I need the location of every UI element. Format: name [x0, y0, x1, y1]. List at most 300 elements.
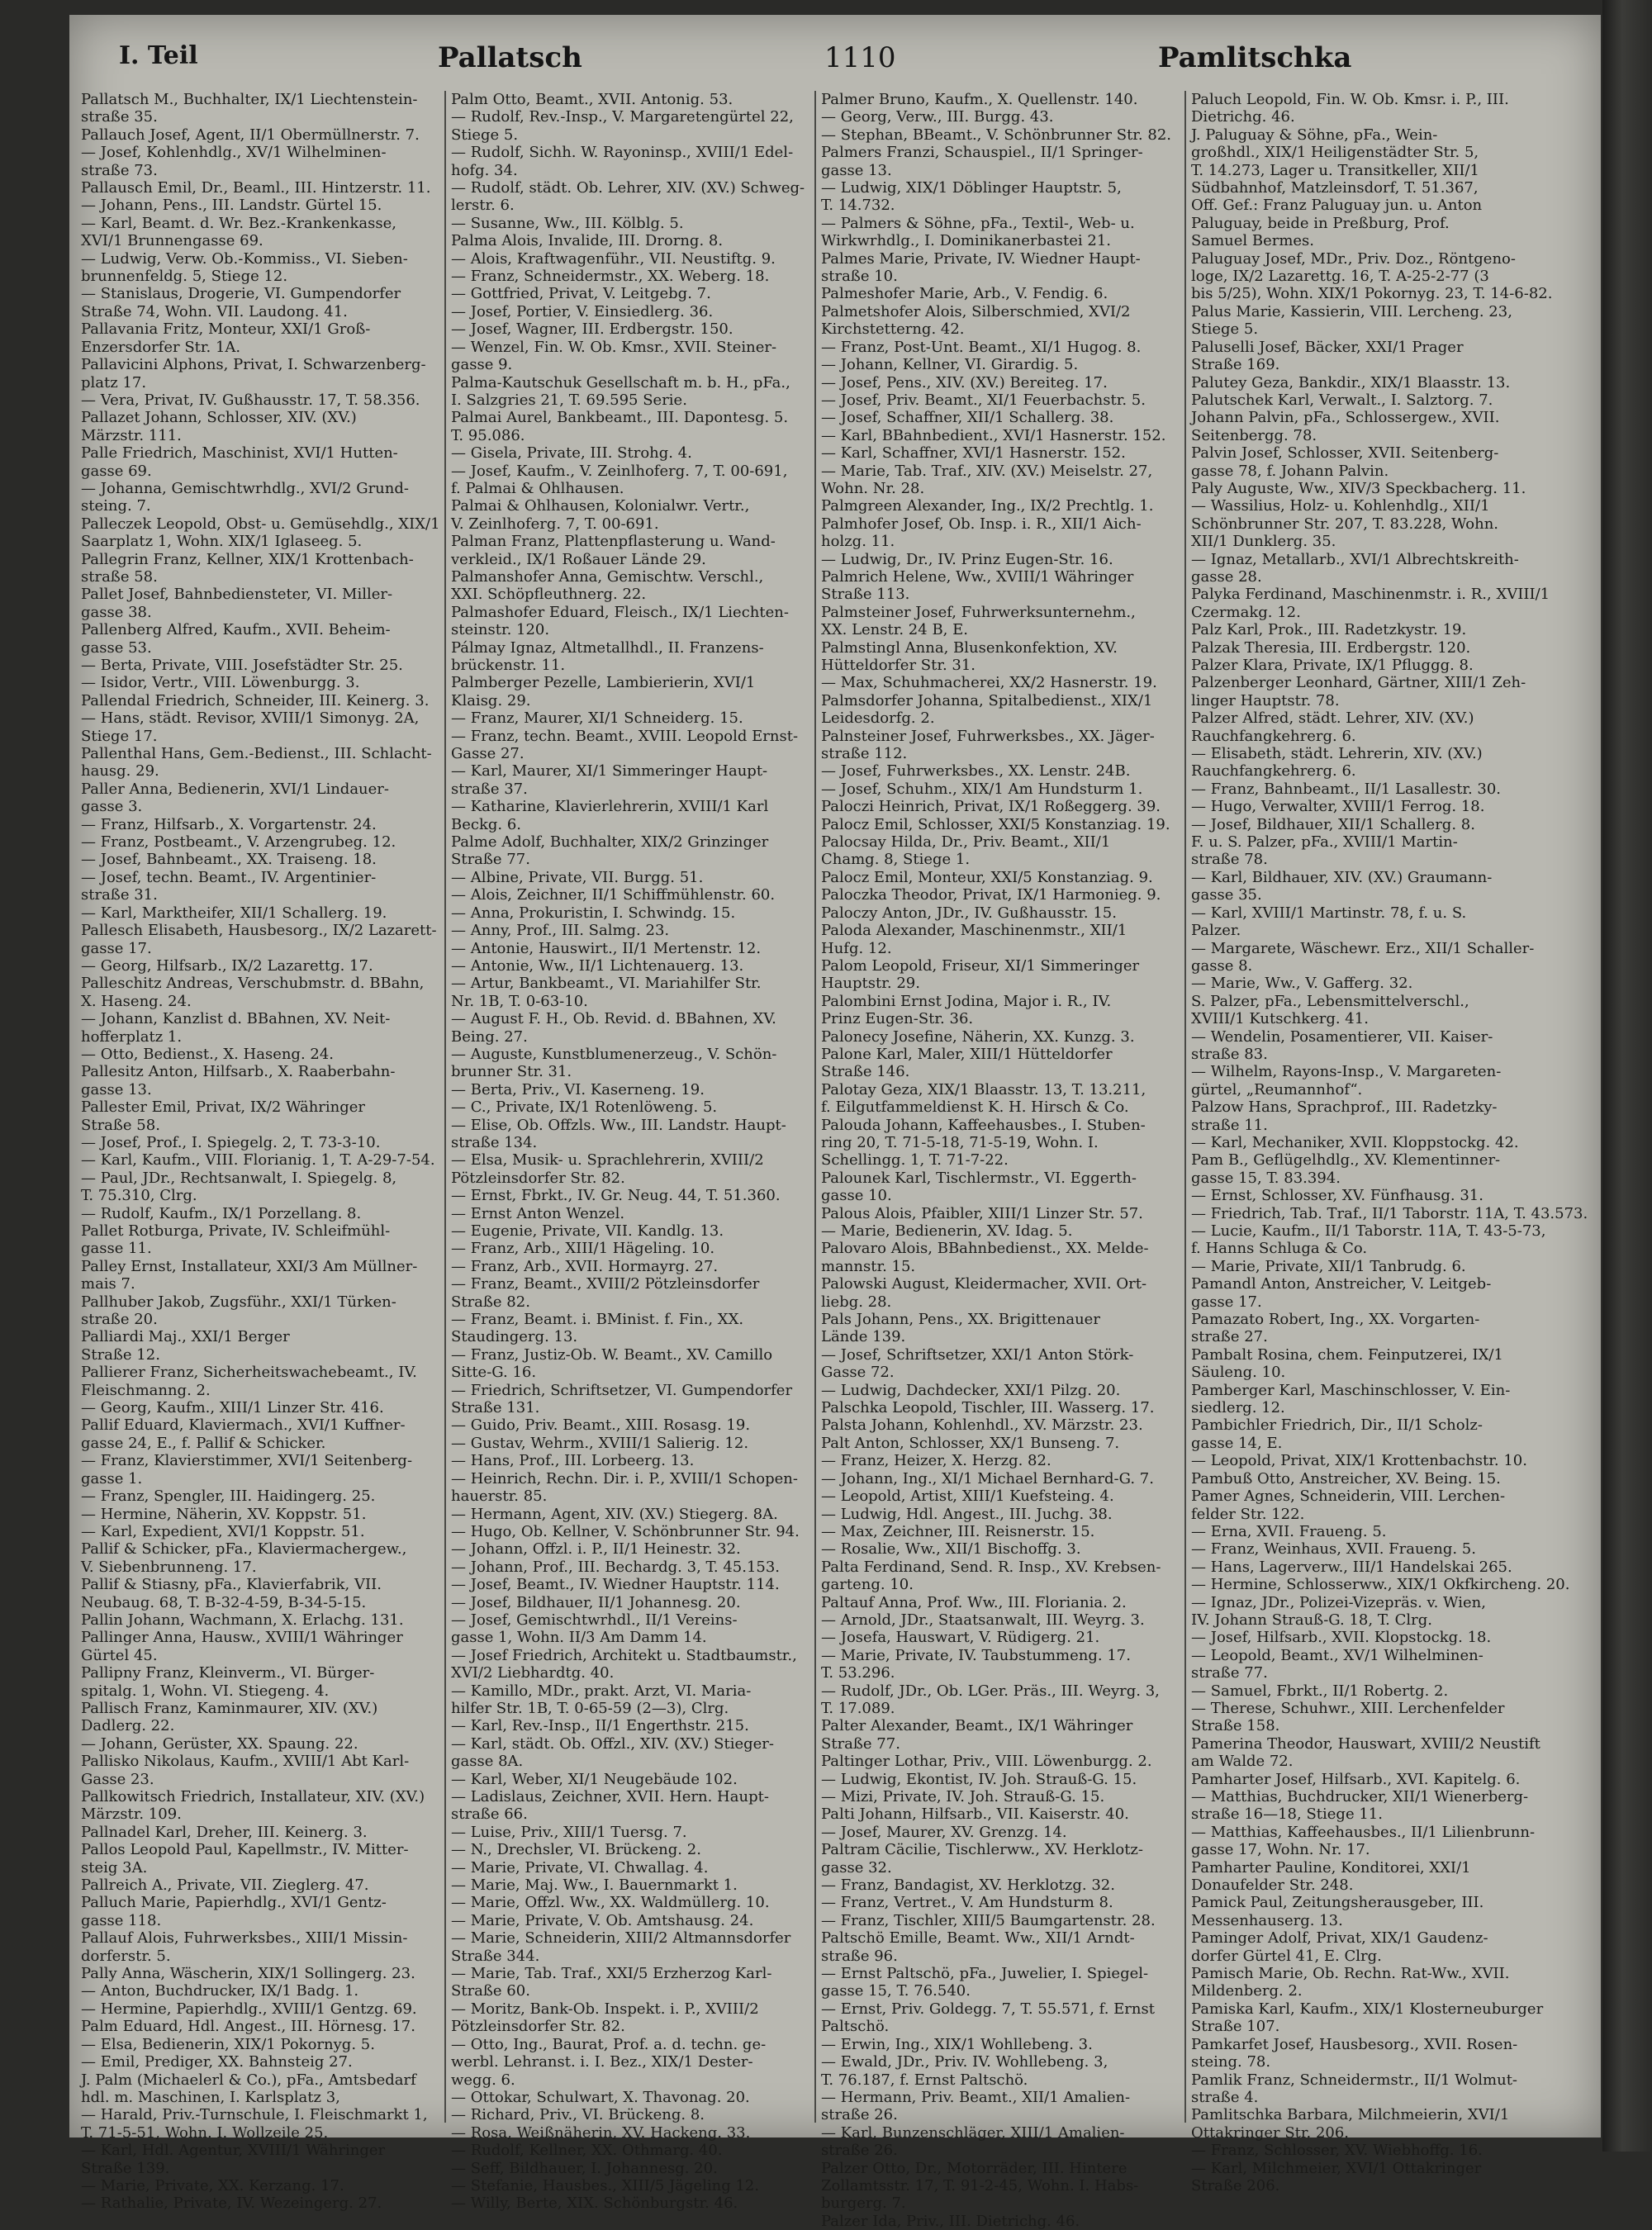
directory-entry-line: Palm Eduard, Hdl. Angest., III. Hörnesg. 17. — [81, 2018, 415, 2036]
directory-entry-line: ring 20, T. 71-5-18, 71-5-19, Wohn. I. — [821, 1133, 1099, 1151]
directory-entry-line: — Albine, Private, VII. Burgg. 51. — [451, 868, 704, 886]
directory-entry-line: Straße 60. — [451, 1982, 530, 2000]
directory-entry-line: Paloda Alexander, Maschinenmstr., XII/1 — [821, 922, 1127, 940]
directory-entry-line: — Antonie, Ww., II/1 Lichtenauerg. 13. — [451, 956, 744, 975]
directory-entry-line: — Josef, Wagner, III. Erdbergstr. 150. — [451, 320, 733, 339]
directory-entry-line: Straße 77. — [821, 1734, 900, 1753]
directory-entry-line: hauerstr. 85. — [451, 1487, 548, 1506]
directory-entry-line: Saarplatz 1, Wohn. XIX/1 Iglaseeg. 5. — [81, 533, 363, 551]
directory-entry-line: Rauchfangkehrerg. 6. — [1191, 762, 1356, 780]
directory-entry-line: T. 14.273, Lager u. Transitkeller, XII/1 — [1191, 161, 1479, 179]
directory-entry-line: Straße 113. — [821, 586, 910, 604]
directory-entry-line: — Franz, Beamt. i. BMinist. f. Fin., XX. — [451, 1311, 744, 1329]
directory-entry-line: Palonecy Josefine, Näherin, XX. Kunzg. 3. — [821, 1027, 1135, 1046]
directory-entry-line: — Elsa, Musik- u. Sprachlehrerin, XVIII/2 — [451, 1151, 764, 1170]
directory-entry-line: — Johann, Kellner, VI. Girardig. 5. — [821, 356, 1079, 374]
directory-entry-line: — Franz, Vertret., V. Am Hundsturm 8. — [821, 1894, 1113, 1912]
directory-entry-line: Straße 82. — [451, 1293, 530, 1311]
directory-entry-line: Palsta Johann, Kohlenhdl., XV. Märzstr. 23. — [821, 1416, 1143, 1435]
directory-entry-line: Märzstr. 111. — [81, 426, 182, 444]
directory-entry-line: Palma-Kautschuk Gesellschaft m. b. H., pFa., — [451, 373, 790, 391]
directory-entry-line: — Franz, Postbeamt., V. Arzengrubeg. 12. — [81, 833, 396, 852]
directory-entry-line: straße 77. — [1191, 1664, 1268, 1682]
directory-entry-line: — Matthias, Buchdrucker, XII/1 Wienerberg- — [1191, 1788, 1529, 1805]
directory-entry-line: Palt Anton, Schlosser, XX/1 Bunseng. 7. — [821, 1434, 1120, 1452]
column-3 — [816, 91, 1186, 2230]
directory-entry-line: Pallet Josef, Bahnbediensteter, VI. Miller- — [81, 586, 393, 604]
directory-entry-line: Palmai Aurel, Bankbeamt., III. Dapontesg. 5. — [451, 409, 789, 427]
directory-entry-line: — Alois, Kraftwagenführ., VII. Neustiftg. 9. — [451, 249, 776, 268]
directory-entry-line: straße 16—18, Stiege 11. — [1191, 1805, 1383, 1824]
directory-entry-line: — Karl, Schaffner, XVI/1 Hasnerstr. 152. — [821, 444, 1126, 463]
directory-entry-line: — Karl, BBahnbedient., XVI/1 Hasnerstr. 152. — [821, 426, 1166, 444]
directory-entry-line: brückenstr. 11. — [451, 657, 566, 674]
directory-entry-line: lerstr. 6. — [451, 197, 515, 215]
directory-entry-line: — Marie, Private, XII/1 Tanbrudg. 6. — [1191, 1257, 1466, 1275]
directory-entry-line: Palmhofer Josef, Ob. Insp. i. R., XII/1 Aich- — [821, 515, 1142, 533]
directory-entry-line: — Josef, Hilfsarb., XVII. Klopstockg. 18. — [1191, 1629, 1492, 1647]
directory-entry-line: — Friedrich, Schriftsetzer, VI. Gumpendorfer — [451, 1381, 793, 1399]
directory-entry-line: — Franz, Maurer, XI/1 Schneiderg. 15. — [451, 709, 743, 728]
directory-entry-line: straße 26. — [821, 2106, 898, 2124]
directory-entry-line: Pamer Agnes, Schneiderin, VIII. Lerchen- — [1191, 1487, 1506, 1506]
directory-entry-line: — Ernst Paltschö, pFa., Juwelier, I. Spiegel- — [821, 1965, 1149, 1983]
directory-entry-line: — Guido, Priv. Beamt., XIII. Rosasg. 19. — [451, 1416, 751, 1435]
directory-entry-line: garteng. 10. — [821, 1576, 914, 1594]
directory-entry-line: Pallavania Fritz, Monteur, XXI/1 Groß- — [81, 320, 371, 339]
directory-entry-line: Pallos Leopold Paul, Kapellmstr., IV. Mitter- — [81, 1841, 409, 1859]
directory-entry-line: — Franz, Klavierstimmer, XVI/1 Seitenberg- — [81, 1452, 413, 1470]
directory-entry-line: Pallendal Friedrich, Schneider, III. Keinerg. 3. — [81, 691, 430, 709]
directory-entry-line: — Vera, Privat, IV. Gußhausstr. 17, T. 58.356. — [81, 391, 420, 409]
directory-entry-line: Pamlitschka Barbara, Milchmeierin, XVI/1 — [1191, 2106, 1510, 2124]
directory-entry-line: — Marie, Bedienerin, XV. Idag. 5. — [821, 1222, 1073, 1240]
directory-entry-line: straße 11. — [1191, 1116, 1268, 1134]
directory-entry-line: Gasse 23. — [81, 1770, 154, 1788]
directory-entry-line: verkleid., IX/1 Roßauer Lände 29. — [451, 550, 706, 568]
directory-entry-line: — Ernst, Priv. Goldegg. 7, T. 55.571, f. Ernst — [821, 2000, 1155, 2018]
directory-entry-line: Neubaug. 68, T. B-32-4-59, B-34-5-15. — [81, 1593, 367, 1611]
directory-entry-line: Straße 12. — [81, 1345, 160, 1364]
directory-entry-line: — Arnold, JDr., Staatsanwalt, III. Weyrg. 3. — [821, 1611, 1145, 1629]
directory-entry-line: Pallausch Emil, Dr., Beaml., III. Hintzerstr. 11. — [81, 179, 431, 197]
directory-entry-line: — Josef, Bahnbeamt., XX. Traiseng. 18. — [81, 851, 377, 869]
directory-entry-line: — Marie, Private, VI. Chwallag. 4. — [451, 1858, 709, 1877]
directory-entry-line: — Eugenie, Private, VII. Kandlg. 13. — [451, 1222, 724, 1240]
directory-entry-line: Palma Alois, Invalide, III. Drorng. 8. — [451, 232, 724, 250]
directory-entry-line: T. 14.732. — [821, 197, 895, 215]
directory-entry-line: — Karl, Bunzenschläger, XIII/1 Amalien- — [821, 2123, 1125, 2142]
directory-entry-line: T. 17.089. — [821, 1699, 895, 1717]
directory-entry-line: Off. Gef.: Franz Paluguay jun. u. Anton — [1191, 197, 1483, 215]
directory-entry-line: straße 58. — [81, 567, 158, 586]
directory-entry-line: Stiege 17. — [81, 727, 158, 745]
directory-entry-line: f. Eilgutfammeldienst K. H. Hirsch & Co. — [821, 1098, 1129, 1117]
directory-entry-line: — Kamillo, MDr., prakt. Arzt, VI. Maria- — [451, 1682, 752, 1700]
directory-entry-line: — Rudolf, Sichh. W. Rayoninsp., XVIII/1 Edel- — [451, 144, 794, 162]
directory-entry-line: — Franz, Justiz-Ob. W. Beamt., XV. Camillo — [451, 1345, 773, 1364]
directory-entry-line: — Therese, Schuhwr., XIII. Lerchenfelder — [1191, 1699, 1505, 1717]
directory-entry-line: Lände 139. — [821, 1328, 906, 1346]
directory-entry-line: Palzer Alfred, städt. Lehrer, XIV. (XV.) — [1191, 709, 1474, 728]
directory-entry-line: hofg. 34. — [451, 161, 518, 179]
directory-entry-line: XVI/2 Liebhardtg. 40. — [451, 1664, 615, 1682]
directory-entry-line: Pallauch Josef, Agent, II/1 Obermüllnerstr. 7. — [81, 126, 420, 144]
directory-entry-line: — Matthias, Kaffeehausbes., II/1 Lilienbrunn- — [1191, 1823, 1536, 1841]
directory-entry-line: f. Palmai & Ohlhausen. — [451, 479, 624, 497]
directory-entry-line: straße 37. — [451, 780, 528, 798]
directory-entry-line: — Hermine, Schlosserww., XIX/1 Okfkircheng. 20. — [1191, 1576, 1570, 1594]
directory-entry-line: Seitenbergg. 78. — [1191, 426, 1317, 444]
directory-entry-line: — Karl, Beamt. d. Wr. Bez.-Krankenkasse, — [81, 214, 396, 232]
directory-entry-line: Pals Johann, Pens., XX. Brigittenauer — [821, 1311, 1100, 1329]
directory-entry-line: — Hugo, Verwalter, XVIII/1 Ferrog. 18. — [1191, 798, 1485, 816]
directory-entry-line: — Wassilius, Holz- u. Kohlenhdlg., XII/1 — [1191, 497, 1490, 515]
directory-entry-line: — Ernst, Schlosser, XV. Fünfhausg. 31. — [1191, 1187, 1483, 1205]
directory-entry-line: — Wenzel, Fin. W. Ob. Kmsr., XVII. Steiner- — [451, 338, 777, 356]
directory-entry-line: Pamberger Karl, Maschinschlosser, V. Ein- — [1191, 1381, 1511, 1399]
directory-entry-line: Straße 344. — [451, 1947, 540, 1965]
directory-entry-line: Mildenberg. 2. — [1191, 1982, 1303, 2000]
directory-entry-line: Palmers Franzi, Schauspiel., II/1 Springer- — [821, 144, 1143, 162]
directory-entry-line: Palter Alexander, Beamt., IX/1 Währinger — [821, 1717, 1133, 1735]
directory-entry-line: Pallhuber Jakob, Zugsführ., XXI/1 Türken- — [81, 1293, 396, 1311]
directory-entry-line: — Berta, Private, VIII. Josefstädter Str. 25. — [81, 657, 403, 674]
directory-entry-line: Palzow Hans, Sprachprof., III. Radetzky- — [1191, 1098, 1498, 1117]
directory-entry-line: Pallif Eduard, Klaviermach., XVI/1 Kuffner- — [81, 1416, 406, 1435]
directory-entry-line: gasse 9. — [451, 356, 513, 374]
directory-entry-line: straße 78. — [1191, 851, 1268, 869]
directory-entry-line: loge, IX/2 Lazarettg. 16, T. A-25-2-77 (3 — [1191, 268, 1489, 286]
entry-columns — [76, 91, 1596, 2230]
directory-entry-line: — Hermine, Näherin, XV. Koppstr. 51. — [81, 1505, 367, 1523]
directory-entry-line: straße 27. — [1191, 1328, 1268, 1346]
directory-entry-line: — Berta, Priv., VI. Kaserneng. 19. — [451, 1080, 705, 1098]
directory-entry-line: — Anton, Buchdrucker, IX/1 Badg. 1. — [81, 1982, 359, 2000]
directory-entry-line: — Franz, Heizer, X. Herzg. 82. — [821, 1452, 1051, 1470]
directory-entry-line: — Max, Schuhmacherei, XX/2 Hasnerstr. 19. — [821, 674, 1157, 692]
directory-entry-line: — Susanne, Ww., III. Kölblg. 5. — [451, 214, 684, 232]
directory-entry-line: Fleischmanng. 2. — [81, 1381, 211, 1399]
directory-entry-line: — Richard, Priv., VI. Brückeng. 8. — [451, 2106, 705, 2124]
directory-entry-line: — Georg, Verw., III. Burgg. 43. — [821, 108, 1054, 126]
directory-entry-line: — Ernst, Fbrkt., IV. Gr. Neug. 44, T. 51.360. — [451, 1187, 781, 1205]
directory-entry-line: — Hans, städt. Revisor, XVIII/1 Simonyg. 2A, — [81, 709, 420, 728]
directory-entry-line: — Johann, Ing., XI/1 Michael Bernhard-G. 7. — [821, 1469, 1154, 1487]
directory-entry-line: — Margarete, Wäschewr. Erz., XII/1 Schaller- — [1191, 939, 1535, 957]
directory-entry-line: Palyka Ferdinand, Maschinenmstr. i. R., XVIII/1 — [1191, 586, 1550, 604]
directory-entry-line: Pötzleinsdorfer Str. 82. — [451, 1169, 625, 1187]
directory-entry-line: — Franz, Schlosser, XV. Wiebhoffg. 16. — [1191, 2142, 1483, 2160]
directory-entry-line: — Marie, Schneiderin, XIII/2 Altmannsdorfer — [451, 1929, 791, 1948]
directory-entry-line: mais 7. — [81, 1275, 135, 1293]
directory-entry-line: — Luise, Priv., XIII/1 Tuersg. 7. — [451, 1823, 687, 1841]
directory-entry-line: Palzer Klara, Private, IX/1 Pfluggg. 8. — [1191, 657, 1474, 674]
directory-entry-line: V. Siebenbrunneng. 17. — [81, 1558, 257, 1576]
directory-entry-line: linger Hauptstr. 78. — [1191, 691, 1340, 709]
directory-entry-line: gasse 14, E. — [1191, 1434, 1283, 1452]
directory-entry-line: — Franz, Arb., XIII/1 Hägeling. 10. — [451, 1240, 715, 1258]
directory-entry-line: Palmes Marie, Private, IV. Wiedner Haupt- — [821, 249, 1141, 268]
directory-entry-line: Pamiska Karl, Kaufm., XIX/1 Klosterneuburger — [1191, 2000, 1544, 2018]
directory-entry-line: — Marie, Tab. Traf., XXI/5 Erzherzog Karl- — [451, 1965, 772, 1983]
directory-entry-line: — Leopold, Artist, XIII/1 Kuefsteing. 4. — [821, 1487, 1114, 1506]
directory-entry-line: Leidesdorfg. 2. — [821, 709, 935, 728]
directory-entry-line: Zollamtsstr. 17, T. 91-2-45, Wohn. I. Habs- — [821, 2176, 1139, 2194]
directory-entry-line: gasse 28. — [1191, 567, 1262, 586]
directory-entry-line: — Josef, Gemischtwrhdl., II/1 Vereins- — [451, 1611, 738, 1629]
directory-entry-line: Paller Anna, Bedienerin, XVI/1 Lindauer- — [81, 780, 389, 798]
directory-entry-line: straße 73. — [81, 161, 158, 179]
directory-entry-line: — Ludwig, Verw. Ob.-Kommiss., VI. Sieben- — [81, 249, 408, 268]
directory-entry-line: — Marie, Private, IV. Taubstummeng. 17. — [821, 1646, 1131, 1664]
column-1 — [76, 91, 446, 2213]
directory-entry-line: — Moritz, Bank-Ob. Inspekt. i. P., XVIII/2 — [451, 2000, 759, 2018]
directory-entry-line: Palman Franz, Plattenpflasterung u. Wand- — [451, 533, 776, 551]
directory-entry-line: — Karl, Weber, XI/1 Neugebäude 102. — [451, 1770, 738, 1788]
directory-entry-line: Pallegrin Franz, Kellner, XIX/1 Krottenbach- — [81, 550, 414, 568]
directory-entry-line: XII/1 Dunklerg. 35. — [1191, 533, 1336, 551]
directory-entry-line: Ottakringer Str. 206. — [1191, 2123, 1350, 2142]
directory-entry-line: — Rudolf, städt. Ob. Lehrer, XIV. (XV.) Schweg- — [451, 179, 805, 197]
directory-entry-line: Dadlerg. 22. — [81, 1717, 175, 1735]
directory-entry-line: holzg. 11. — [821, 533, 895, 551]
directory-entry-line: Südbahnhof, Matzleinsdorf, T. 51.367, — [1191, 179, 1479, 197]
directory-entry-line: Being. 27. — [451, 1027, 528, 1046]
directory-entry-line: Palmrich Helene, Ww., XVIII/1 Währinger — [821, 567, 1134, 586]
directory-entry-line: gasse 38. — [81, 603, 152, 621]
directory-entry-line: — Lucie, Kaufm., II/1 Taborstr. 11A, T. 43-5-73, — [1191, 1222, 1546, 1240]
directory-entry-line: Pallavicini Alphons, Privat, I. Schwarzenberg- — [81, 356, 426, 374]
directory-entry-line: Palutey Geza, Bankdir., XIX/1 Blaasstr. 13. — [1191, 373, 1511, 391]
directory-entry-line: Palmeshofer Marie, Arb., V. Fendig. 6. — [821, 285, 1108, 303]
column-4 — [1186, 91, 1588, 2194]
directory-entry-line: Straße 206. — [1191, 2176, 1280, 2194]
directory-entry-line: — Otto, Ing., Baurat, Prof. a. d. techn. ge- — [451, 2035, 767, 2053]
directory-entry-line: gasse 69. — [81, 462, 152, 480]
directory-entry-line: XXI. Schöpfleuthnerg. 22. — [451, 586, 647, 604]
directory-entry-line: — Paul, JDr., Rechtsanwalt, I. Spiegelg. 8, — [81, 1169, 397, 1187]
directory-entry-line: Märzstr. 109. — [81, 1805, 182, 1824]
directory-entry-line: Palme Adolf, Buchhalter, XIX/2 Grinzinger — [451, 833, 769, 852]
directory-entry-line: T. 53.296. — [821, 1664, 895, 1682]
directory-entry-line: — Josef, Bildhauer, XII/1 Schallerg. 8. — [1191, 815, 1475, 833]
directory-entry-line: — Karl, XVIII/1 Martinstr. 78, f. u. S. — [1191, 904, 1467, 922]
last-entry-word: Pamlitschka — [1158, 41, 1352, 74]
directory-entry-line: Paloczy Anton, JDr., IV. Gußhausstr. 15. — [821, 904, 1117, 922]
directory-entry-line: — Gottfried, Privat, V. Leitgebg. 7. — [451, 285, 711, 303]
directory-entry-line: — Franz, Spengler, III. Haidingerg. 25. — [81, 1487, 376, 1506]
directory-entry-line: T. 75.310, Clrg. — [81, 1187, 197, 1205]
directory-entry-line: Palombini Ernst Jodina, Major i. R., IV. — [821, 992, 1112, 1010]
directory-entry-line: Paltschö Emille, Beamt. Ww., XII/1 Arndt- — [821, 1929, 1135, 1948]
directory-entry-line: Kirchstetterng. 42. — [821, 320, 965, 339]
directory-entry-line: steing. 78. — [1191, 2053, 1271, 2071]
directory-entry-line: — Ignaz, JDr., Polizei-Vizepräs. v. Wien, — [1191, 1593, 1486, 1611]
directory-entry-line: Palovaro Alois, BBahnbedienst., XX. Melde- — [821, 1240, 1149, 1258]
directory-entry-line: Palmsteiner Josef, Fuhrwerksunternehm., — [821, 603, 1136, 621]
directory-entry-line: — Josef Friedrich, Architekt u. Stadtbaumstr., — [451, 1646, 797, 1664]
directory-entry-line: Pallet Rotburga, Private, IV. Schleifmühl- — [81, 1222, 391, 1240]
directory-entry-line: — Stefanie, Hausbes., XIII/5 Jägeling 12. — [451, 2176, 760, 2194]
directory-entry-line: — Erna, XVII. Fraueng. 5. — [1191, 1522, 1387, 1540]
directory-entry-line: — Johann, Prof., III. Bechardg. 3, T. 45.153. — [451, 1558, 781, 1576]
directory-entry-line: — Josefa, Hauswart, V. Rüdigerg. 21. — [821, 1629, 1100, 1647]
directory-entry-line: Gürtel 45. — [81, 1646, 158, 1664]
directory-entry-line: gasse 10. — [821, 1187, 892, 1205]
directory-entry-line: Pamharter Josef, Hilfsarb., XVI. Kapitelg. 6. — [1191, 1770, 1521, 1788]
directory-entry-line: gasse 1. — [81, 1469, 143, 1487]
directory-entry-line: S. Palzer, pFa., Lebensmittelverschl., — [1191, 992, 1469, 1010]
directory-entry-line: straße 66. — [451, 1805, 528, 1824]
directory-entry-line: dorfer Gürtel 41, E. Clrg. — [1191, 1947, 1382, 1965]
directory-entry-line: Hufg. 12. — [821, 939, 892, 957]
page-header — [69, 41, 1601, 91]
directory-entry-line: Pallisch Franz, Kaminmaurer, XIV. (XV.) — [81, 1699, 378, 1717]
directory-entry-line: — Karl, Expedient, XVI/1 Koppstr. 51. — [81, 1522, 365, 1540]
directory-entry-line: Pallazet Johann, Schlosser, XIV. (XV.) — [81, 409, 357, 427]
directory-entry-line: gasse 13. — [81, 1080, 152, 1098]
directory-entry-line: — Harald, Priv.-Turnschule, I. Fleischmarkt 1, — [81, 2106, 428, 2124]
directory-entry-line: gasse 8A. — [451, 1753, 524, 1771]
directory-entry-line: Palmstingl Anna, Blusenkonfektion, XV. — [821, 638, 1118, 657]
directory-entry-line: — Johanna, Gemischtwrhdlg., XVI/2 Grund- — [81, 479, 409, 497]
directory-entry-line: Palmberger Pezelle, Lambierierin, XVI/1 — [451, 674, 756, 692]
directory-entry-line: — Mizi, Private, IV. Joh. Strauß-G. 15. — [821, 1788, 1105, 1805]
directory-entry-line: Straße 58. — [81, 1116, 160, 1134]
directory-entry-line: Palmgreen Alexander, Ing., IX/2 Prechtlg. 1. — [821, 497, 1154, 515]
directory-entry-line: Paluch Leopold, Fin. W. Ob. Kmsr. i. P., III. — [1191, 91, 1509, 108]
directory-entry-line: Palouda Johann, Kaffeehausbes., I. Stuben- — [821, 1116, 1146, 1134]
directory-entry-line: Straße 77. — [451, 851, 530, 869]
directory-entry-line: Straße 131. — [451, 1399, 540, 1417]
directory-entry-line: V. Zeinlhoferg. 7, T. 00-691. — [451, 515, 659, 533]
directory-entry-line: Paltinger Lothar, Priv., VIII. Löwenburgg. 2. — [821, 1753, 1152, 1771]
directory-entry-line: straße 20. — [81, 1311, 158, 1329]
directory-entry-line: Beckg. 6. — [451, 815, 522, 833]
directory-entry-line: Palz Karl, Prok., III. Radetzkystr. 19. — [1191, 621, 1467, 639]
directory-entry-line: Stiege 5. — [451, 126, 519, 144]
directory-entry-line: — Josef, Maurer, XV. Grenzg. 14. — [821, 1823, 1067, 1841]
directory-entry-line: — Josef, techn. Beamt., IV. Argentinier- — [81, 868, 377, 886]
directory-entry-line: Palmashofer Eduard, Fleisch., IX/1 Liechten- — [451, 603, 789, 621]
directory-entry-line: Palmer Bruno, Kaufm., X. Quellenstr. 140. — [821, 91, 1138, 108]
directory-entry-line: — Franz, techn. Beamt., XVIII. Leopold Ernst- — [451, 727, 799, 745]
directory-entry-line: — Franz, Bahnbeamt., II/1 Lasallestr. 30. — [1191, 780, 1502, 798]
directory-entry-line: — Marie, Maj. Ww., I. Bauernmarkt 1. — [451, 1877, 738, 1895]
directory-entry-line: Pamisch Marie, Ob. Rechn. Rat-Ww., XVII. — [1191, 1965, 1510, 1983]
directory-entry-line: gasse 17, Wohn. Nr. 17. — [1191, 1841, 1370, 1859]
directory-entry-line: Säuleng. 10. — [1191, 1364, 1286, 1382]
directory-entry-line: IV. Johann Strauß-G. 18, T. Clrg. — [1191, 1611, 1432, 1629]
directory-entry-line: — Karl, Bildhauer, XIV. (XV.) Graumann- — [1191, 868, 1493, 886]
directory-entry-line: — Georg, Kaufm., XIII/1 Linzer Str. 416. — [81, 1399, 384, 1417]
directory-entry-line: — Gisela, Private, III. Strohg. 4. — [451, 444, 692, 463]
directory-entry-line: Messenhauserg. 13. — [1191, 1911, 1343, 1929]
directory-entry-line: Paltauf Anna, Prof. Ww., III. Floriania. 2. — [821, 1593, 1127, 1611]
directory-entry-line: Palzer Otto, Dr., Motorräder, III. Hintere — [821, 2159, 1127, 2177]
directory-entry-line: Palounek Karl, Tischlermstr., VI. Eggerth- — [821, 1169, 1137, 1187]
directory-entry-line: — Johann, Pens., III. Landstr. Gürtel 15. — [81, 197, 382, 215]
directory-entry-line: straße 31. — [81, 886, 158, 904]
directory-entry-line: — Franz, Schneidermstr., XX. Weberg. 18. — [451, 268, 770, 286]
directory-entry-line: Palocz Emil, Schlosser, XXI/5 Konstanziag. 19. — [821, 815, 1170, 833]
directory-entry-line: — Josef, Portier, V. Einsiedlerg. 36. — [451, 302, 714, 320]
directory-entry-line: Palocz Emil, Monteur, XXI/5 Konstanziag. 9. — [821, 868, 1153, 886]
directory-entry-line: gasse 15, T. 83.394. — [1191, 1169, 1341, 1187]
directory-entry-line: Palnsteiner Josef, Fuhrwerksbes., XX. Jäger- — [821, 727, 1155, 745]
directory-entry-line: — Josef, Beamt., IV. Wiedner Hauptstr. 114. — [451, 1576, 780, 1594]
directory-entry-line: — Marie, Private, V. Ob. Amtshausg. 24. — [451, 1911, 754, 1929]
directory-entry-line: Pallnadel Karl, Dreher, III. Keinerg. 3. — [81, 1823, 368, 1841]
directory-entry-line: — Ludwig, Ekontist, IV. Joh. Strauß-G. 15. — [821, 1770, 1137, 1788]
directory-entry-line: steig 3A. — [81, 1858, 148, 1877]
directory-entry-line: gürtel, „Reumannhof“. — [1191, 1080, 1363, 1098]
directory-entry-line: — August F. H., Ob. Revid. d. BBahnen, XV. — [451, 1010, 776, 1028]
directory-entry-line: Straße 74, Wohn. VII. Laudong. 41. — [81, 302, 348, 320]
directory-entry-line: Palzer Ida, Priv., III. Dietrichg. 46. — [821, 2212, 1080, 2230]
directory-entry-line: Paly Auguste, Ww., XIV/3 Speckbacherg. 11. — [1191, 479, 1526, 497]
directory-entry-line: liebg. 28. — [821, 1293, 892, 1311]
page-number: 1110 — [824, 41, 896, 74]
directory-entry-line: — Erwin, Ing., XIX/1 Wohllebeng. 3. — [821, 2035, 1093, 2053]
directory-entry-line: Palmanshofer Anna, Gemischtw. Verschl., — [451, 567, 764, 586]
directory-entry-line: Straße 146. — [821, 1063, 910, 1081]
directory-entry-line: Palous Alois, Pfaibler, XIII/1 Linzer Str. 57. — [821, 1204, 1143, 1222]
directory-entry-line: steinstr. 120. — [451, 621, 550, 639]
directory-entry-line: — Hermine, Papierhdlg., XVIII/1 Gentzg. 69. — [81, 2000, 417, 2018]
directory-entry-line: Palmsdorfer Johanna, Spitalbedienst., XIX/1 — [821, 691, 1153, 709]
directory-entry-line: Pallenberg Alfred, Kaufm., XVII. Beheim- — [81, 621, 391, 639]
directory-entry-line: — Leopold, Beamt., XV/1 Wilhelminen- — [1191, 1646, 1483, 1664]
directory-entry-line: gasse 118. — [81, 1911, 162, 1929]
directory-entry-line: Pamerina Theodor, Hauswart, XVIII/2 Neustift — [1191, 1734, 1540, 1753]
directory-entry-line: am Walde 72. — [1191, 1753, 1294, 1771]
directory-page — [69, 15, 1601, 2230]
directory-entry-line: gasse 1, Wohn. II/3 Am Damm 14. — [451, 1629, 707, 1647]
directory-entry-line: — Rosalie, Ww., XII/1 Bischoffg. 3. — [821, 1540, 1081, 1559]
directory-entry-line: gasse 32. — [821, 1858, 892, 1877]
directory-entry-line: Pallesitz Anton, Hilfsarb., X. Raaberbahn- — [81, 1063, 396, 1081]
directory-entry-line: — Hans, Prof., III. Lorbeerg. 13. — [451, 1452, 695, 1470]
directory-entry-line: hofferplatz 1. — [81, 1027, 183, 1046]
directory-entry-line: — Palmers & Söhne, pFa., Textil-, Web- u. — [821, 214, 1135, 232]
directory-entry-line: großhdl., XIX/1 Heiligenstädter Str. 5, — [1191, 144, 1479, 162]
directory-entry-line: — C., Private, IX/1 Rotenlöweng. 5. — [451, 1098, 718, 1117]
directory-entry-line: T. 76.187, f. Ernst Paltschö. — [821, 2071, 1028, 2089]
directory-entry-line: siedlerg. 12. — [1191, 1399, 1285, 1417]
directory-entry-line: — Willy, Berte, XIX. Schönburgstr. 46. — [451, 2194, 738, 2213]
directory-entry-line: — Karl, Mechaniker, XVII. Kloppstockg. 42. — [1191, 1133, 1519, 1151]
directory-entry-line: Paluguay, beide in Preßburg, Prof. — [1191, 214, 1450, 232]
directory-entry-line: Pamandl Anton, Anstreicher, V. Leitgeb- — [1191, 1275, 1492, 1293]
directory-entry-line: — Johann, Offzl. i. P., II/1 Heinestr. 32. — [451, 1540, 741, 1559]
directory-entry-line: Stiege 5. — [1191, 320, 1259, 339]
directory-entry-line: Paltram Cäcilie, Tischlerww., XV. Herklotz- — [821, 1841, 1143, 1859]
directory-entry-line: gasse 53. — [81, 638, 152, 657]
directory-entry-line: Pötzleinsdorfer Str. 82. — [451, 2018, 625, 2036]
directory-entry-line: — Hans, Lagerverw., III/1 Handelskai 265. — [1191, 1558, 1512, 1576]
directory-entry-line: mannstr. 15. — [821, 1257, 916, 1275]
directory-entry-line: Gasse 72. — [821, 1364, 895, 1382]
directory-entry-line: Paluselli Josef, Bäcker, XXI/1 Prager — [1191, 338, 1464, 356]
directory-entry-line: — Karl, Maurer, XI/1 Simmeringer Haupt- — [451, 762, 768, 780]
directory-entry-line: Pamkarfet Josef, Hausbesorg., XVII. Rosen- — [1191, 2035, 1518, 2053]
directory-entry-line: — Rathalie, Private, IV. Wezeingerg. 27. — [81, 2194, 382, 2213]
directory-entry-line: Pambichler Friedrich, Dir., II/1 Scholz- — [1191, 1416, 1483, 1435]
directory-entry-line: — Rudolf, Kaufm., IX/1 Porzellang. 8. — [81, 1204, 362, 1222]
directory-entry-line: — Max, Zeichner, III. Reisnerstr. 15. — [821, 1522, 1095, 1540]
